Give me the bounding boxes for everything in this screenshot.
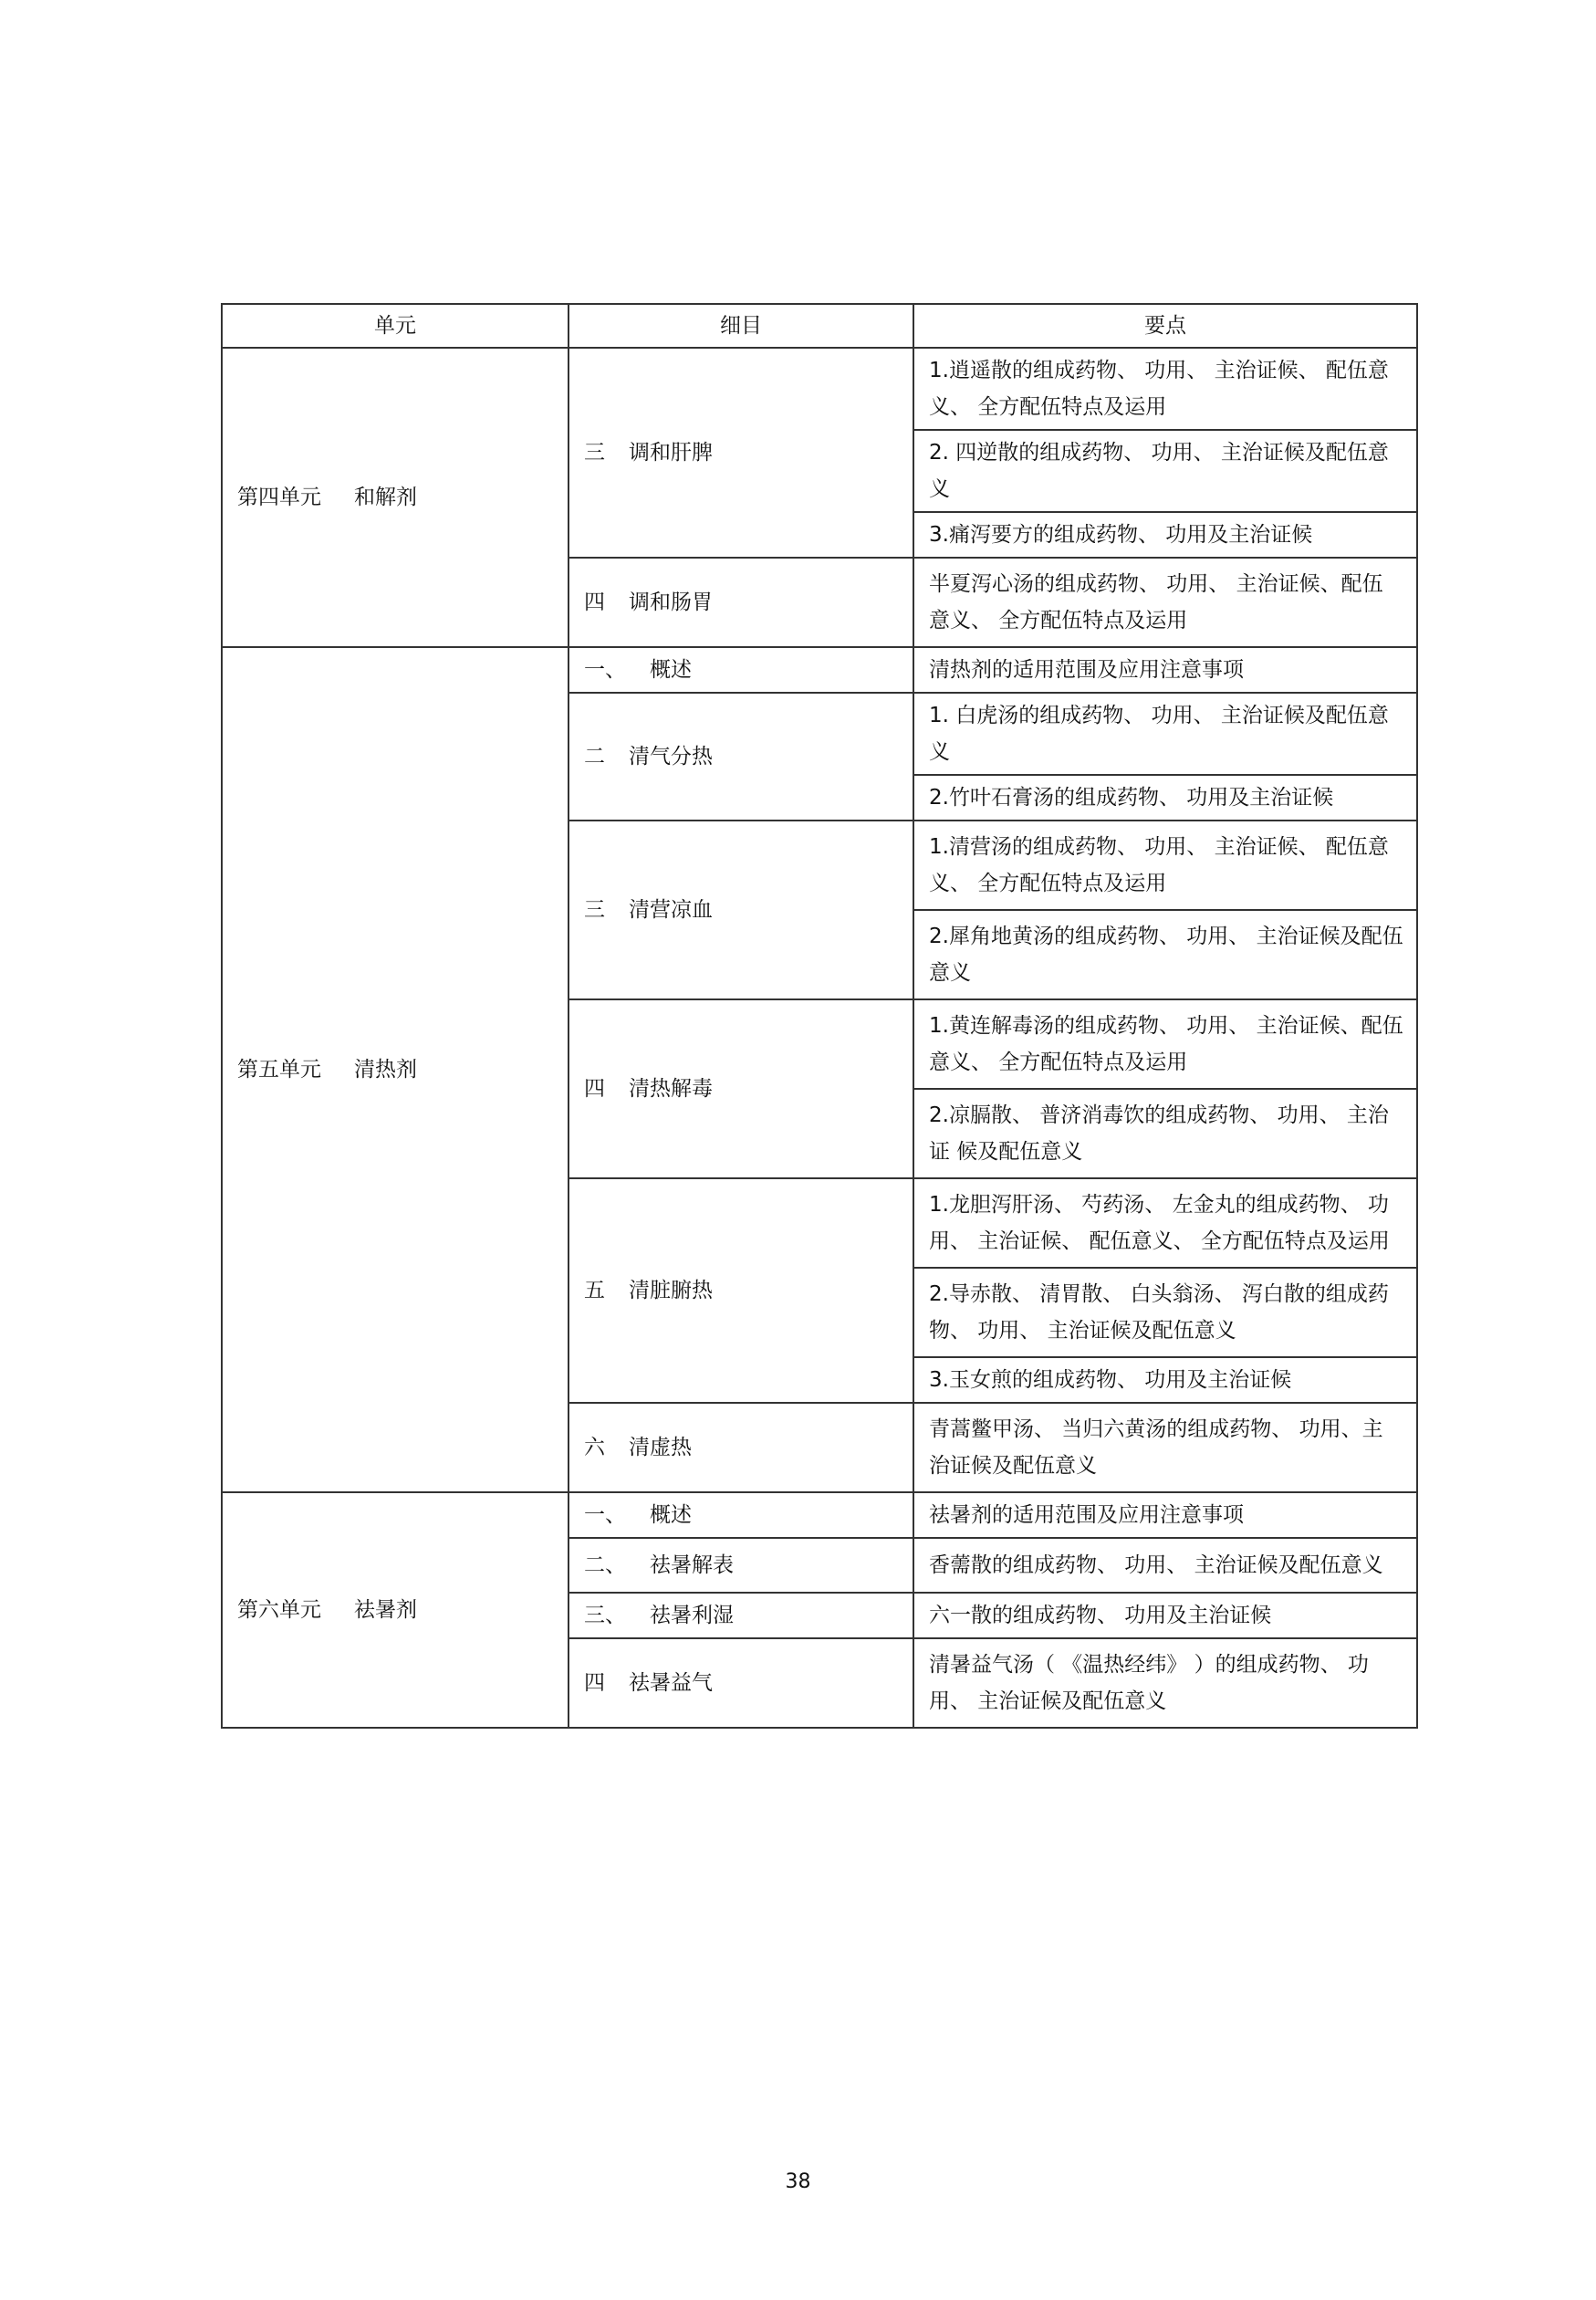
item-name: 祛暑益气 xyxy=(629,1671,713,1695)
point-cell: 2.犀角地黄汤的组成药物、 功用、 主治证候及配伍意义 xyxy=(913,910,1417,999)
item-name: 祛暑利湿 xyxy=(650,1604,734,1627)
table-body xyxy=(222,348,1417,1728)
item-cell xyxy=(569,1178,913,1403)
point-cell: 青蒿鳖甲汤、 当归六黄汤的组成药物、 功用、主治证候及配伍意义 xyxy=(913,1403,1417,1492)
unit-name: 祛暑剂 xyxy=(354,1598,417,1622)
item-name: 清虚热 xyxy=(629,1436,692,1459)
point-cell: 1.清营汤的组成药物、 功用、 主治证候、 配伍意义、 全方配伍特点及运用 xyxy=(913,821,1417,910)
unit-number: 第四单元 xyxy=(237,486,321,509)
unit-cell xyxy=(222,1492,569,1728)
unit-name: 清热剂 xyxy=(354,1058,417,1082)
point-cell: 3.痛泻要方的组成药物、 功用及主治证候 xyxy=(913,512,1417,558)
item-number: 二、 xyxy=(584,1553,626,1577)
item-name: 清热解毒 xyxy=(629,1077,713,1101)
item-name: 概述 xyxy=(650,1503,692,1527)
unit-cell xyxy=(222,647,569,1492)
table-row xyxy=(222,1492,1417,1538)
point-cell: 香薷散的组成药物、 功用、 主治证候及配伍意义 xyxy=(913,1538,1417,1593)
item-number: 一、 xyxy=(584,658,626,682)
item-cell xyxy=(569,348,913,558)
point-cell: 3.玉女煎的组成药物、 功用及主治证候 xyxy=(913,1357,1417,1403)
item-name: 清气分热 xyxy=(629,745,713,768)
point-cell: 2.导赤散、 清胃散、 白头翁汤、 泻白散的组成药物、 功用、 主治证候及配伍意义 xyxy=(913,1268,1417,1357)
point-cell: 1. 白虎汤的组成药物、 功用、 主治证候及配伍意义 xyxy=(913,693,1417,775)
item-number: 六 xyxy=(584,1436,605,1459)
point-cell: 2. 四逆散的组成药物、 功用、 主治证候及配伍意义 xyxy=(913,430,1417,512)
point-cell: 清热剂的适用范围及应用注意事项 xyxy=(913,647,1417,693)
item-name: 概述 xyxy=(650,658,692,682)
item-number: 四 xyxy=(584,591,605,614)
point-cell: 1.黄连解毒汤的组成药物、 功用、 主治证候、配伍 意义、 全方配伍特点及运用 xyxy=(913,999,1417,1089)
item-cell xyxy=(569,1492,913,1538)
item-number: 三 xyxy=(584,441,605,465)
item-name: 清脏腑热 xyxy=(629,1279,713,1302)
point-cell: 六一散的组成药物、 功用及主治证候 xyxy=(913,1593,1417,1638)
item-cell xyxy=(569,647,913,693)
syllabus-table xyxy=(221,303,1418,1729)
header-unit: 单元 xyxy=(222,304,569,348)
page-number: 38 xyxy=(785,2170,811,2193)
point-cell: 1.龙胆泻肝汤、 芍药汤、 左金丸的组成药物、 功 用、 主治证候、 配伍意义、 全方配伍特点及运用 xyxy=(913,1178,1417,1268)
item-name: 调和肠胃 xyxy=(629,591,713,614)
point-cell: 清暑益气汤（ 《温热经纬》 ）的组成药物、 功 用、 主治证候及配伍意义 xyxy=(913,1638,1417,1728)
item-cell xyxy=(569,821,913,999)
item-cell xyxy=(569,558,913,647)
item-number: 三 xyxy=(584,898,605,922)
unit-cell xyxy=(222,348,569,647)
item-cell xyxy=(569,999,913,1178)
point-cell: 半夏泻心汤的组成药物、 功用、 主治证候、配伍意义、 全方配伍特点及运用 xyxy=(913,558,1417,647)
item-name: 清营凉血 xyxy=(629,898,713,922)
item-cell xyxy=(569,1593,913,1638)
item-name: 调和肝脾 xyxy=(629,441,713,465)
header-point: 要点 xyxy=(913,304,1417,348)
item-number: 四 xyxy=(584,1077,605,1101)
item-number: 四 xyxy=(584,1671,605,1695)
table-row xyxy=(222,348,1417,430)
item-cell xyxy=(569,1638,913,1728)
item-cell xyxy=(569,1538,913,1593)
table-header-row xyxy=(222,304,1417,348)
item-number: 三、 xyxy=(584,1604,626,1627)
item-number: 二 xyxy=(584,745,605,768)
point-cell: 2.竹叶石膏汤的组成药物、 功用及主治证候 xyxy=(913,775,1417,821)
header-item: 细目 xyxy=(569,304,913,348)
unit-number: 第六单元 xyxy=(237,1598,321,1622)
unit-name: 和解剂 xyxy=(354,486,417,509)
table-row xyxy=(222,647,1417,693)
item-number: 五 xyxy=(584,1279,605,1302)
point-cell: 祛暑剂的适用范围及应用注意事项 xyxy=(913,1492,1417,1538)
point-cell: 2.凉膈散、 普济消毒饮的组成药物、 功用、 主治证 候及配伍意义 xyxy=(913,1089,1417,1178)
item-name: 祛暑解表 xyxy=(650,1553,734,1577)
unit-number: 第五单元 xyxy=(237,1058,321,1082)
item-cell xyxy=(569,1403,913,1492)
item-number: 一、 xyxy=(584,1503,626,1527)
item-cell xyxy=(569,693,913,821)
point-cell: 1.逍遥散的组成药物、 功用、 主治证候、 配伍意义、 全方配伍特点及运用 xyxy=(913,348,1417,430)
